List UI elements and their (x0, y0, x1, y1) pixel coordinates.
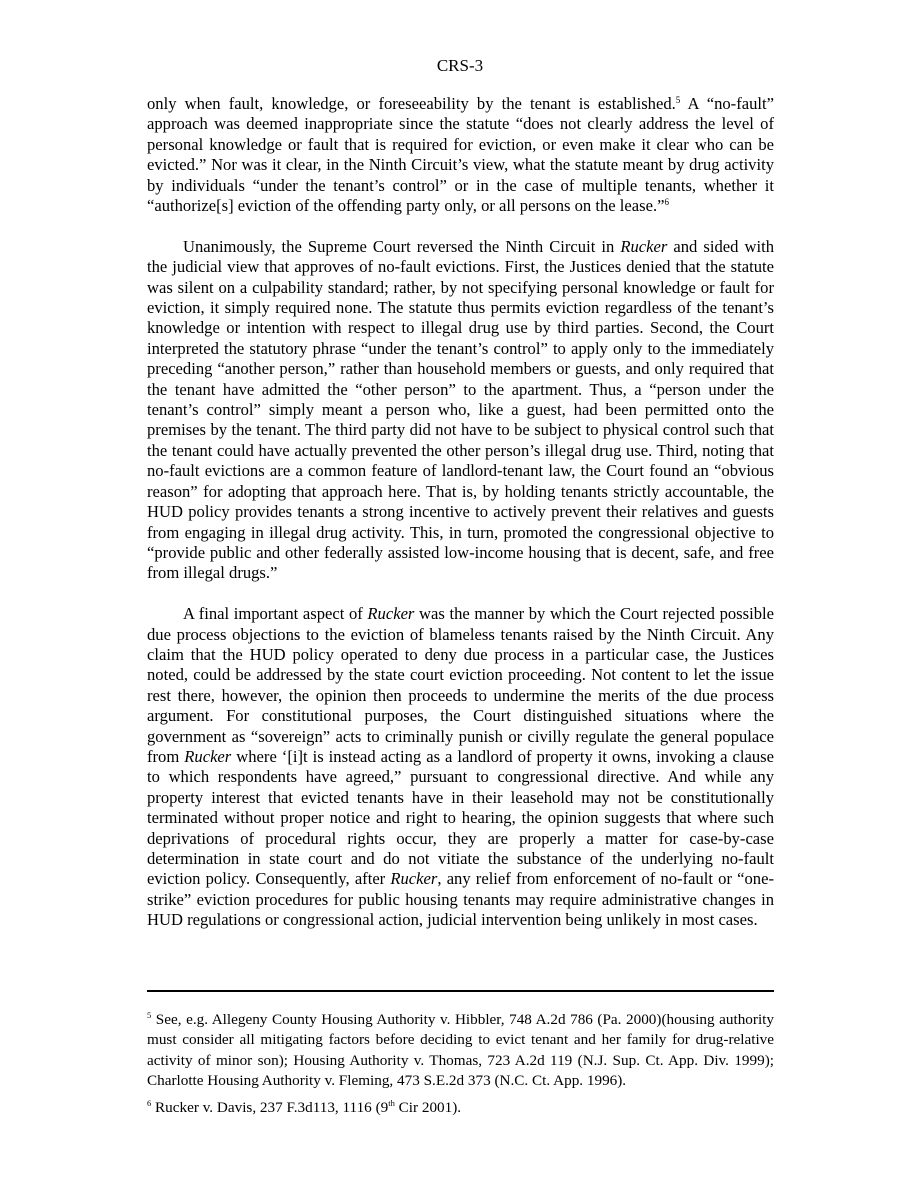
body-text (147, 94, 774, 951)
paragraph-1 (147, 94, 774, 216)
paragraph-3-text-c: where ‘[i]t is instead acting as a landlord of property it owns, invoking a clause to which respondents have agreed,” pursuant to congressional directive. And while any property interest that evicted tenants have in their leasehold may not be constitutionally terminated without proper notice and right to hearing, the opinion suggests that where such deprivations of procedural rights occur, they are properly a matter for case-by-case determination in state court and do not vitiate the substance of the underlying no-fault eviction policy. Consequently, after (147, 746, 774, 889)
footnote-ref-6[interactable]: 6 (664, 197, 669, 208)
footnote-5-text: See, e.g. Allegeny County Housing Authority v. Hibbler, 748 A.2d 786 (Pa. 2000)(housing authority must consider all mitigating factors before deciding to evict tenant and her family for drug-relative activity of minor son); Housing Authority v. Thomas, 723 A.2d 119 (N.J. Sup. Ct. App. Div. 1999); Charlotte Housing Authority v. Fleming, 473 S.E.2d 373 (N.C. Ct. App. 1996). (147, 1011, 774, 1090)
page-header: CRS-3 (436, 56, 484, 75)
case-name-rucker: Rucker (184, 746, 232, 766)
paragraph-2-text-b: and sided with the judicial view that approves of no-fault evictions. First, the Justices denied that the statute was silent on a culpability standard; rather, by not specifying personal knowledge or fault for eviction, it simply required none. The statute thus permits eviction regardless of the tenant’s knowledge or intention with respect to illegal drug use by third parties. Second, the Court interpreted the statutory phrase “under the tenant’s control” to apply only to the immediately preceding “another person,” rather than household members or guests, and only required that the tenant have admitted the “other person” to the apartment. Thus, a “person under the tenant’s control” simply meant a person who, like a guest, had been permitted onto the premises by the tenant. The third party did not have to be subject to physical control such that the tenant could have actually prevented the other person’s illegal drug use. Third, noting that no-fault evictions are a common feature of landlord-tenant law, the Court found an “obvious reason” for adopting that approach here. That is, by holding tenants strictly accountable, the HUD policy provides tenants a strong incentive to actively prevent their relatives and guests from engaging in illegal drug activity. This, in turn, promoted the congressional objective to “provide public and other federally assisted low-income housing that is decent, safe, and free from illegal drugs.” (147, 236, 774, 583)
footnote-6-text-a: Rucker v. Davis, 237 F.3d113, 1116 (9 (151, 1098, 389, 1116)
footnote-divider (147, 990, 774, 992)
paragraph-2 (147, 237, 774, 584)
paragraph-3-text-a: A final important aspect of (183, 604, 368, 624)
case-name-rucker: Rucker (367, 604, 415, 624)
case-name-rucker: Rucker (390, 869, 438, 889)
footnote-6-text-b: Cir 2001). (394, 1098, 462, 1116)
footnotes (147, 1010, 774, 1124)
paragraph-3 (147, 604, 774, 931)
footnote-ref-5[interactable]: 5 (675, 95, 681, 105)
footnote-5 (147, 1010, 774, 1092)
footnote-number-5: 5 (147, 1010, 152, 1020)
paragraph-3-text-b: was the manner by which the Court rejected possible due process objections to the eviction of blameless tenants raised by the Ninth Circuit. Any claim that the HUD policy operated to deny due process in a particular case, the Justices noted, could be addressed by the state court eviction proceeding. Not content to let the issue rest there, however, the opinion then proceeds to undermine the merits of the due process argument. For constitutional purposes, the Court distinguished situations where the government as “sovereign” acts to criminally punish or civilly regulate the general populace from (147, 604, 774, 766)
paragraph-2-text-a: Unanimously, the Supreme Court reversed the Ninth Circuit in (183, 236, 621, 256)
ordinal-suffix: th (388, 1097, 395, 1108)
paragraph-1-text-a: only when fault, knowledge, or foreseeability by the tenant is established. (147, 94, 676, 113)
paragraph-1-text-b: A “no-fault” approach was deemed inappropriate since the statute “does not clearly address the level of personal knowledge or fault that is required for eviction, or even make it clear who can be evicted.” Nor was it clear, in the Ninth Circuit’s view, what the statute meant by drug activity by individuals “under the tenant’s control” or in the case of multiple tenants, whether it “authorize[s] eviction of the offending party only, or all persons on the lease.” (147, 94, 774, 216)
case-name-rucker: Rucker (620, 236, 668, 256)
paragraph-3-text-d: , any relief from enforcement of no-fault or “one-strike” eviction procedures for public housing tenants may require administrative changes in HUD regulations or congressional action, judicial intervention being unlikely in most cases. (147, 869, 774, 930)
footnote-6 (147, 1098, 774, 1118)
footnote-number-6: 6 (147, 1097, 152, 1108)
